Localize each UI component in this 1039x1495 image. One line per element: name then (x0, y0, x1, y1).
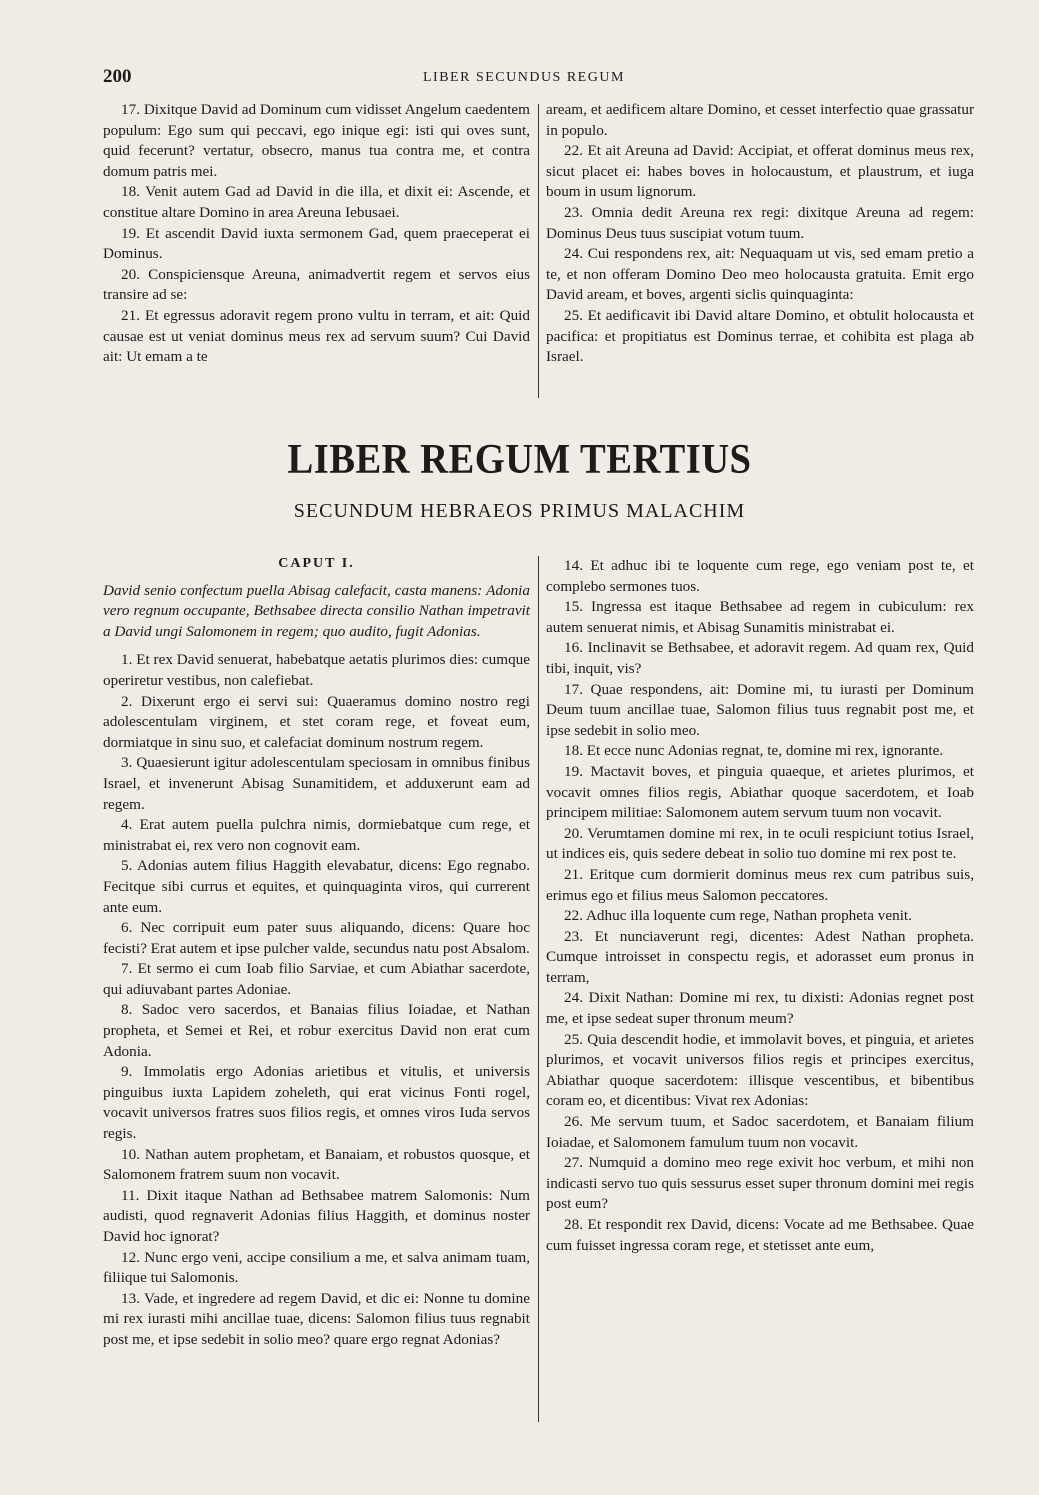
verse: 14. Et adhuc ibi te loquente cum rege, ego veniam post te, et complebo sermones tuos. (546, 557, 974, 595)
column-rule-bottom (538, 556, 539, 1422)
verse: 1. Et rex David senuerat, habebatque aetatis plurimos dies: cumque operiretur vestibus, non calefiebat. (103, 651, 530, 689)
column-rule-top (538, 104, 539, 398)
book-title: LIBER REGUM TERTIUS (287, 437, 752, 483)
verse: 17. Dixitque David ad Dominum cum vidisset Angelum caedentem populum: Ego sum qui peccavi, ego inique egi: isti qui oves sunt, quid fecerunt? vertatur, obsecro, manus tua contra me, et contra domum patris mei. (103, 101, 530, 180)
verse: 26. Me servum tuum, et Sadoc sacerdotem, et Banaiam filium Ioiadae, et Salomonem famulum tuum non vocavit. (546, 1113, 974, 1151)
verse: 25. Et aedificavit ibi David altare Domino, et obtulit holocausta et pacifica: et propitiatus est Dominus terrae, et cohibita est plaga ab Israel. (546, 306, 974, 366)
verse: 7. Et sermo ei cum Ioab filio Sarviae, et cum Abiathar sacerdote, qui adiuvabant partes Adoniae. (103, 960, 530, 998)
verse: 8. Sadoc vero sacerdos, et Banaias filius Ioiadae, et Nathan propheta, et Semei et Rei, et robur exercitus David non erat cum Adonia. (103, 1001, 530, 1060)
verse: 16. Inclinavit se Bethsabee, et adoravit regem. Ad quam rex, Quid tibi, inquit, vis? (546, 639, 974, 677)
verse: 2. Dixerunt ergo ei servi sui: Quaeramus domino nostro regi adolescentulam virginem, et stet coram rege, et foveat eum, dormiatque in sinu suo, et calefaciat dominum nostrum regem. (103, 692, 530, 751)
page-number: 200 (103, 66, 132, 87)
verse: 3. Quaesierunt igitur adolescentulam speciosam in omnibus finibus Israel, et invenerunt Abisag Sunamitidem, et adduxerunt eam ad regem. (103, 754, 530, 813)
verse: 24. Cui respondens rex, ait: Nequaquam ut vis, sed emam pretio a te, et non offeram Domino Deo meo holocausta gratuita. Emit ergo David aream, et boves, argenti siclis quinquaginta: (546, 245, 974, 304)
top-left-column (103, 100, 530, 368)
chapter-heading: CAPUT I. (278, 556, 355, 571)
verse: 12. Nunc ergo veni, accipe consilium a me, et salva animam tuam, filiique tui Salomonis. (103, 1248, 530, 1287)
verse: aream, et aedificem altare Domino, et cesset interfectio quae grassatur in populo. (546, 101, 974, 139)
verse: 19. Et ascendit David iuxta sermonem Gad, quem praeceperat ei Dominus. (103, 224, 530, 263)
verse: 22. Adhuc illa loquente cum rege, Nathan propheta venit. (564, 907, 912, 925)
verse: 22. Et ait Areuna ad David: Accipiat, et offerat dominus meus rex, sicut placet ei: habes boves in holocaustum, et plaustrum, et iuga boum in usum lignorum. (546, 142, 974, 201)
verse: 5. Adonias autem filius Haggith elevabatur, dicens: Ego regnabo. Fecitque sibi currus et equites, et quinquaginta viros, qui currerent ante eum. (103, 857, 530, 916)
verse: 13. Vade, et ingredere ad regem David, et dic ei: Nonne tu domine mi rex iurasti mihi ancillae tuae, dicens: Salomon filius tuus regnabit post me, et ipse sedebit in solio meo? quare ergo regnat Adonias? (103, 1289, 530, 1348)
verse: 28. Et respondit rex David, dicens: Vocate ad me Bethsabee. Quae cum fuisset ingressa coram rege, et stetisset ante eum, (546, 1216, 974, 1254)
verse: 17. Quae respondens, ait: Domine mi, tu iurasti per Dominum Deum tuum ancillae tuae, Salomon filius tuus regnabit post me, et ipse sedebit in solio meo. (546, 680, 974, 739)
verse: 18. Et ecce nunc Adonias regnat, te, domine mi rex, ignorante. (564, 742, 944, 760)
verse: 23. Omnia dedit Areuna rex regi: dixitque Areuna ad regem: Dominus Deus tuus suscipiat votum tuum. (546, 203, 974, 242)
bottom-right-column (546, 556, 974, 1256)
verse: 9. Immolatis ergo Adonias arietibus et vitulis, et universis pinguibus iuxta Lapidem zoheleth, qui erat vicinus Fonti rogel, vocavit universos fratres suos filios regis, et omnes viros Iuda servos regis. (103, 1063, 530, 1143)
verse: 10. Nathan autem prophetam, et Banaiam, et robustos quosque, et Salomonem fratrem suum non vocavit. (103, 1145, 530, 1184)
running-title: LIBER SECUNDUS REGUM (423, 70, 625, 85)
page-header (103, 66, 975, 92)
verse: 25. Quia descendit hodie, et immolavit boves, et pinguia, et arietes plurimos, et vocavit universos filios regis et principes exercitus, Abiathar quoque sacerdotem: illisque vescentibus, et bibentibus coram eo, et dicentibus: Vivat rex Adonias: (546, 1030, 974, 1110)
verse: 18. Venit autem Gad ad David in die illa, et dixit ei: Ascende, et constitue altare Domino in area Areuna Iebusaei. (103, 183, 530, 221)
verse: 23. Et nunciaverunt regi, dicentes: Adest Nathan propheta. Cumque introisset in conspectu regis, et adorasset eum pronus in terram, (546, 927, 974, 986)
verse: 20. Conspiciensque Areuna, animadvertit regem et servos eius transire ad se: (103, 265, 530, 304)
verse: 24. Dixit Nathan: Domine mi rex, tu dixisti: Adonias regnet post me, et ipse sedeat super thronum meum? (546, 989, 974, 1028)
verse: 15. Ingressa est itaque Bethsabee ad regem in cubiculum: rex autem senuerat nimis, et Abisag Sunamitis ministrabat ei. (546, 598, 974, 636)
verse: 27. Numquid a domino meo rege exivit hoc verbum, et mihi non indicasti servo tuo quis sessurus esset super thronum domini mei regis post eum? (546, 1154, 974, 1213)
book-subtitle: SECUNDUM HEBRAEOS PRIMUS MALACHIM (293, 500, 746, 522)
top-right-column (546, 100, 974, 368)
verse: 6. Nec corripuit eum pater suus aliquando, dicens: Quare hoc fecisti? Erat autem et ipse pulcher valde, secundus natu post Absalom. (103, 919, 530, 957)
verse: 4. Erat autem puella pulchra nimis, dormiebatque cum rege, et ministrabat ei, rex vero non cognovit eam. (103, 816, 530, 854)
chapter-summary: David senio confectum puella Abisag calefacit, casta manens: Adonia vero regnum occupante, Bethsabee directa consilio Nathan impetravit a David ungi Salomonem in regem; quo audito, fugit Adonias. (103, 581, 530, 640)
verse: 21. Et egressus adoravit regem prono vultu in terram, et ait: Quid causae est ut veniat dominus meus rex ad servum suum? Cui David ait: Ut emam a te (103, 306, 530, 366)
verse: 21. Eritque cum dormierit dominus meus rex cum patribus suis, erimus ego et filius meus Salomon peccatores. (546, 865, 974, 904)
verse: 19. Mactavit boves, et pinguia quaeque, et arietes plurimos, et vocavit omnes filios regis, Abiathar quoque sacerdotem, et Ioab principem militiae: Salomonem autem servum tuum non vocavit. (546, 762, 974, 822)
verse: 20. Verumtamen domine mi rex, in te oculi respiciunt totius Israel, ut indices eis, quis sedere debeat in solio tuo domine mi rex post te. (546, 824, 974, 863)
verse: 11. Dixit itaque Nathan ad Bethsabee matrem Salomonis: Num audisti, quod regnaverit Adonias filius Haggith, et dominus noster David hoc ignorat? (103, 1186, 530, 1245)
bottom-left-column (103, 554, 530, 1351)
